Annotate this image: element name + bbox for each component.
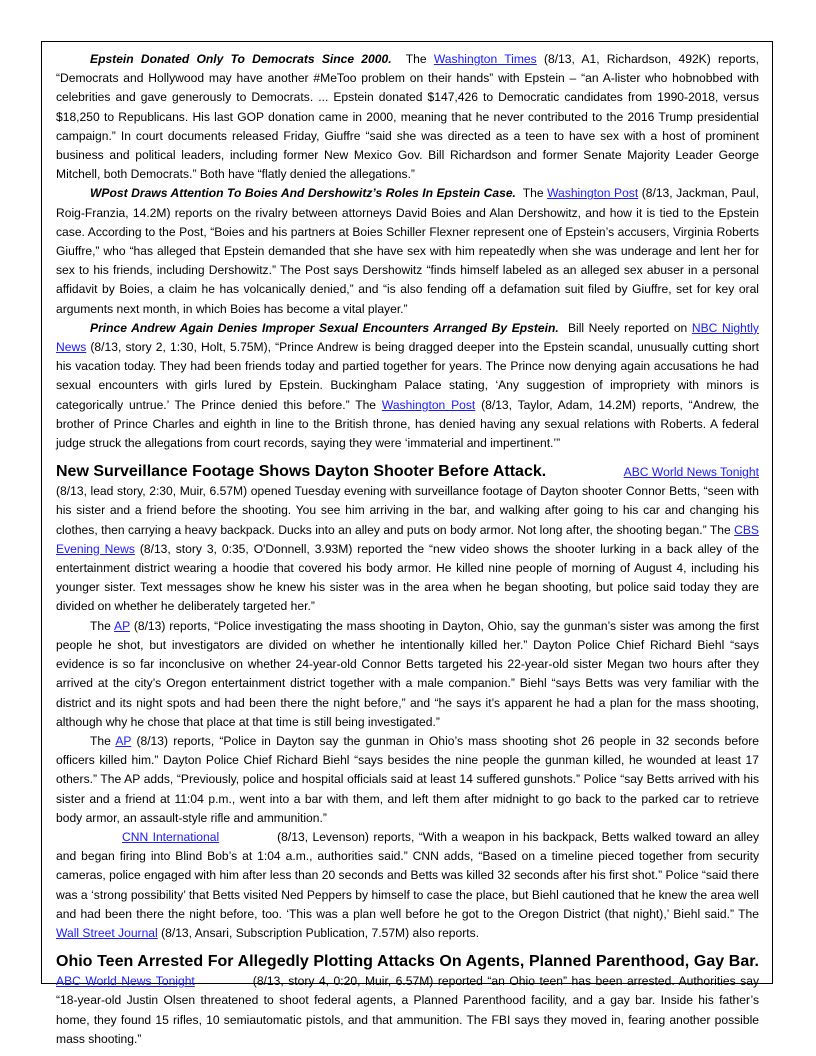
article-dayton-ap-1 [56,617,759,732]
ap-link[interactable]: AP [114,618,130,633]
article-boies-dershowitz [56,184,759,318]
article-text: (8/13, Taylor, Adam, 14.2M) reports, “Andrew, the brother of Prince Charles and eighth in line to the British throne, has denied having any sexual relations with Roberts. A federal judge struck the allegations from court records, saying they were ‘immaterial and impertinent.’” [56,397,760,451]
article-text: (8/13, A1, Richardson, 492K) reports, “Democrats and Hollywood may have another #MeToo problem on their hands” with Epstein – “an A-lister who hobnobbed with celebrities and gave generously to Democrats. ... Epstein donated $147,426 to Democratic candidates from 1990-2018, versus $18,250 to Republicans. His last GOP donation came in 2000, meaning that he never contributed to the 2016 Trump presidential campaign.” In court documents released Friday, Giuffre “said she was directed as a teen to have sex with a host of prominent business and political leaders, including former New Mexico Gov. Bill Richardson and former Senate Majority Leader George Mitchell, both Democrats.” Both have “flatly denied the allegations.” [56,52,759,182]
article-prince-andrew [56,319,759,453]
article-dayton-footage [56,482,759,616]
article-epstein-donations [56,50,759,184]
wall-street-journal-link[interactable]: Wall Street Journal [56,925,158,940]
abc-world-news-link[interactable]: ABC World News Tonight [56,974,195,989]
cnn-international-link[interactable]: CNN International [122,829,220,844]
article-text: (8/13, Ansari, Subscription Publication, 7.57M) also reports. [161,925,480,940]
article-dayton-ap-2 [56,732,759,828]
article-text: (8/13) reports, “Police in Dayton say the gunman in Ohio’s mass shooting shot 26 people in 32 seconds before officers killed him.” Dayton Police Chief Richard Biehl “says besides the nine people the gunman killed, he wounded at least 17 others.” The AP adds, “Previously, police and hospital officials said at least 14 suffered gunshots.” Police “say Betts arrived with his sister and a friend at 11:04 p.m., went into a bar with them, and left them after midnight to go back to the parked car to retrieve body armor, an assault-style rifle and ammunition.” [56,733,759,825]
article-text: (8/13, Levenson) reports, “With a weapon in his backpack, Betts walked toward an alley and began firing into Blind Bob’s at 1:04 a.m., authorities said.” CNN adds, “Based on a timeline pieced together from security cameras, police engaged with him after less than 20 seconds and Betts was killed 32 seconds after his first shot.” Police “said there was a ‘strong possibility’ that Betts visited Ned Peppers by himself to case the place, but Biehl cautioned that he knew the area well and had been there the night before, too. ‘This was a plan well before he got to the Oregon District (that night),’ Biehl said.” The [56,829,759,921]
article-headline: Epstein Donated Only To Democrats Since 2000. [90,52,392,66]
article-text: The [90,618,111,633]
abc-world-news-link[interactable]: ABC World News Tonight [623,465,759,480]
cbs-evening-news-link[interactable]: CBS Evening News [56,522,759,556]
section-heading-dayton [56,462,759,482]
article-text: (8/13, story 3, 0:35, O'Donnell, 3.93M) reported the “new video shows the shooter lurking in a back alley of the entertainment district wearing a hoodie that covered his body armor. He killed nine people of morning of August 4, including his younger sister. Text messages show he knew his sister was in the area when he began shooting, but police said today they are divided on whether he deliberately targeted her.” [56,541,759,614]
washington-post-link[interactable]: Washington Post [547,186,639,201]
article-headline: WPost Draws Attention To Boies And Dershowitz’s Roles In Epstein Case. [90,186,516,201]
article-text: Bill Neely reported on [567,320,688,335]
nbc-nightly-news-link[interactable]: NBC Nightly News [56,320,759,355]
ap-link[interactable]: AP [115,733,132,748]
article-text: The [405,52,427,66]
article-text: The [522,186,544,201]
article-headline: Prince Andrew Again Denies Improper Sexual Encounters Arranged By Epstein. [90,320,559,335]
article-ohio-teen [56,972,759,1049]
article-text: (8/13) reports, “Police investigating the mass shooting in Dayton, Ohio, say the gunman’s sister was among the first people he shot, but investigators are divided on whether he intentionally killed her.” Dayton Police Chief Richard Biehl “says evidence is so far inconclusive on whether 24-year-old Connor Betts targeted his 22-year-old sister Megan two hours after they arrived at the city’s Oregon entertainment district together with a male companion.” Biehl “says Betts was very familiar with the district and its night spots and had been there the night before,” and “he says it’s apparent he had a plan for the mass shooting, although why he chose that place at that time is still being investigated.” [56,618,759,729]
article-text: The [90,733,111,748]
article-text: (8/13, Jackman, Paul, Roig-Franzia, 14.2M) reports on the rivalry between attorneys David Boies and Alan Dershowitz, and how it is tied to the Epstein case. According to the Post, “Boies and his partners at Boies Schiller Flexner represent one of Epstein’s accusers, Virginia Roberts Giuffre,” who “has alleged that Epstein demanded that she have sex with him repeatedly when she was underage and lent her for sex to his friends, including Dershowitz.” The Post says Dershowitz “finds himself labeled as an alleged sex abuser in a personal affidavit by Boies, a claim he has volcanically denied,” and “is also fending off a defamation suit filed by Giuffre, set for key oral arguments next month, in which Boies has become a vital player.” [56,186,759,316]
newsletter-body [56,50,759,1049]
section-heading-ohio-teen: Ohio Teen Arrested For Allegedly Plotting Attacks On Agents, Planned Parenthood, Gay Bar. [56,953,759,971]
article-text: (8/13, story 2, 1:30, Holt, 5.75M), “Prince Andrew is being dragged deeper into the Epstein scandal, unusually cutting short his vacation today. They had been friends today and partied together for years. The Prince now denying again accusations he had sexual encounters with girls lured by Epstein. Buckingham Palace stating, ‘Any suggestion of impropriety with minors is categorically untrue.’ The Prince denied this before.” The [56,340,759,412]
article-text: (8/13, lead story, 2:30, Muir, 6.57M) opened Tuesday evening with surveillance footage of Dayton shooter Connor Betts, “seen with his sister and a friend before the shooting. You see him arriving in the bar, and walking after going to his car and changing his clothes, then carrying a heavy backpack. Ducks into an alley and puts on body armor. Not long after, the shooting began.” The [56,484,759,537]
article-text: (8/13, story 4, 0:20, Muir, 6.57M) reported “an Ohio teen” has been arrested. Authorities say “18-year-old Justin Olsen threatened to shoot federal agents, a Planned Parenthood facility, and a gay bar. Inside his father’s home, they found 15 rifles, 10 semiautomatic pistols, and that ammunition. The FBI says they moved in, fearing another possible mass shooting.” [56,974,760,1046]
washington-post-link[interactable]: Washington Post [381,397,476,412]
washington-times-link[interactable]: Washington Times [433,52,537,66]
section-title: New Surveillance Footage Shows Dayton Shooter Before Attack. [56,463,547,481]
article-dayton-cnn [56,828,759,943]
